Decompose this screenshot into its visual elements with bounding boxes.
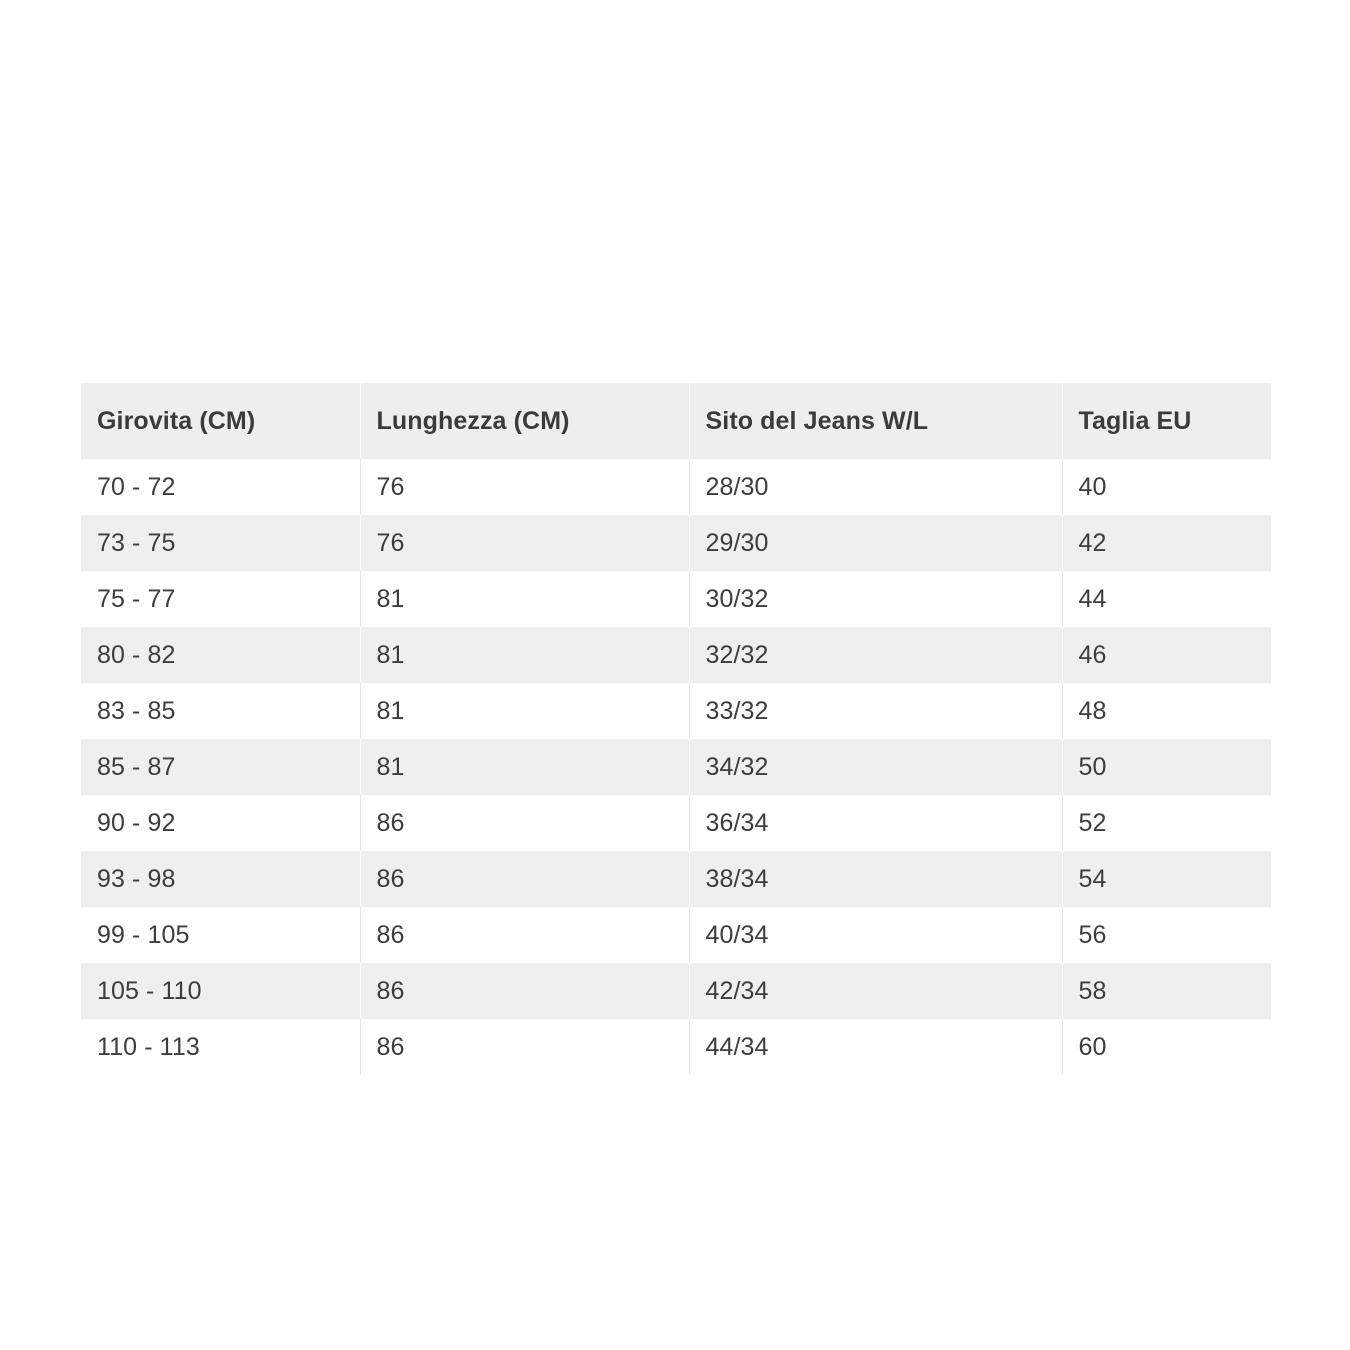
- cell-girovita: 75 - 77: [81, 571, 360, 627]
- cell-sito-jeans: 40/34: [689, 907, 1062, 963]
- cell-taglia-eu: 58: [1062, 963, 1271, 1019]
- cell-lunghezza: 86: [360, 795, 689, 851]
- cell-girovita: 80 - 82: [81, 627, 360, 683]
- size-chart-container: [81, 383, 1271, 1075]
- table-row: [81, 459, 1271, 515]
- cell-sito-jeans: 32/32: [689, 627, 1062, 683]
- cell-lunghezza: 76: [360, 459, 689, 515]
- cell-lunghezza: 76: [360, 515, 689, 571]
- cell-taglia-eu: 52: [1062, 795, 1271, 851]
- cell-sito-jeans: 34/32: [689, 739, 1062, 795]
- cell-lunghezza: 86: [360, 1019, 689, 1075]
- cell-girovita: 90 - 92: [81, 795, 360, 851]
- cell-sito-jeans: 29/30: [689, 515, 1062, 571]
- table-row: [81, 515, 1271, 571]
- cell-taglia-eu: 56: [1062, 907, 1271, 963]
- cell-girovita: 73 - 75: [81, 515, 360, 571]
- cell-girovita: 110 - 113: [81, 1019, 360, 1075]
- cell-lunghezza: 81: [360, 683, 689, 739]
- cell-girovita: 70 - 72: [81, 459, 360, 515]
- column-header-lunghezza: Lunghezza (CM): [360, 383, 689, 459]
- cell-sito-jeans: 38/34: [689, 851, 1062, 907]
- table-row: [81, 683, 1271, 739]
- cell-taglia-eu: 42: [1062, 515, 1271, 571]
- cell-taglia-eu: 50: [1062, 739, 1271, 795]
- size-chart-table: [81, 383, 1271, 1075]
- cell-lunghezza: 86: [360, 907, 689, 963]
- table-row: [81, 963, 1271, 1019]
- cell-sito-jeans: 33/32: [689, 683, 1062, 739]
- column-header-sito-jeans: Sito del Jeans W/L: [689, 383, 1062, 459]
- cell-sito-jeans: 28/30: [689, 459, 1062, 515]
- cell-taglia-eu: 44: [1062, 571, 1271, 627]
- cell-girovita: 93 - 98: [81, 851, 360, 907]
- table-header-row: [81, 383, 1271, 459]
- cell-girovita: 85 - 87: [81, 739, 360, 795]
- cell-lunghezza: 86: [360, 963, 689, 1019]
- cell-girovita: 83 - 85: [81, 683, 360, 739]
- cell-taglia-eu: 48: [1062, 683, 1271, 739]
- column-header-girovita: Girovita (CM): [81, 383, 360, 459]
- cell-sito-jeans: 30/32: [689, 571, 1062, 627]
- cell-lunghezza: 86: [360, 851, 689, 907]
- table-body: [81, 459, 1271, 1075]
- table-row: [81, 907, 1271, 963]
- table-row: [81, 851, 1271, 907]
- table-row: [81, 571, 1271, 627]
- table-row: [81, 739, 1271, 795]
- cell-sito-jeans: 42/34: [689, 963, 1062, 1019]
- cell-girovita: 105 - 110: [81, 963, 360, 1019]
- cell-sito-jeans: 44/34: [689, 1019, 1062, 1075]
- table-row: [81, 627, 1271, 683]
- table-header: [81, 383, 1271, 459]
- cell-taglia-eu: 60: [1062, 1019, 1271, 1075]
- cell-sito-jeans: 36/34: [689, 795, 1062, 851]
- cell-lunghezza: 81: [360, 739, 689, 795]
- cell-lunghezza: 81: [360, 571, 689, 627]
- cell-lunghezza: 81: [360, 627, 689, 683]
- cell-taglia-eu: 54: [1062, 851, 1271, 907]
- cell-taglia-eu: 46: [1062, 627, 1271, 683]
- column-header-taglia-eu: Taglia EU: [1062, 383, 1271, 459]
- cell-girovita: 99 - 105: [81, 907, 360, 963]
- table-row: [81, 1019, 1271, 1075]
- table-row: [81, 795, 1271, 851]
- cell-taglia-eu: 40: [1062, 459, 1271, 515]
